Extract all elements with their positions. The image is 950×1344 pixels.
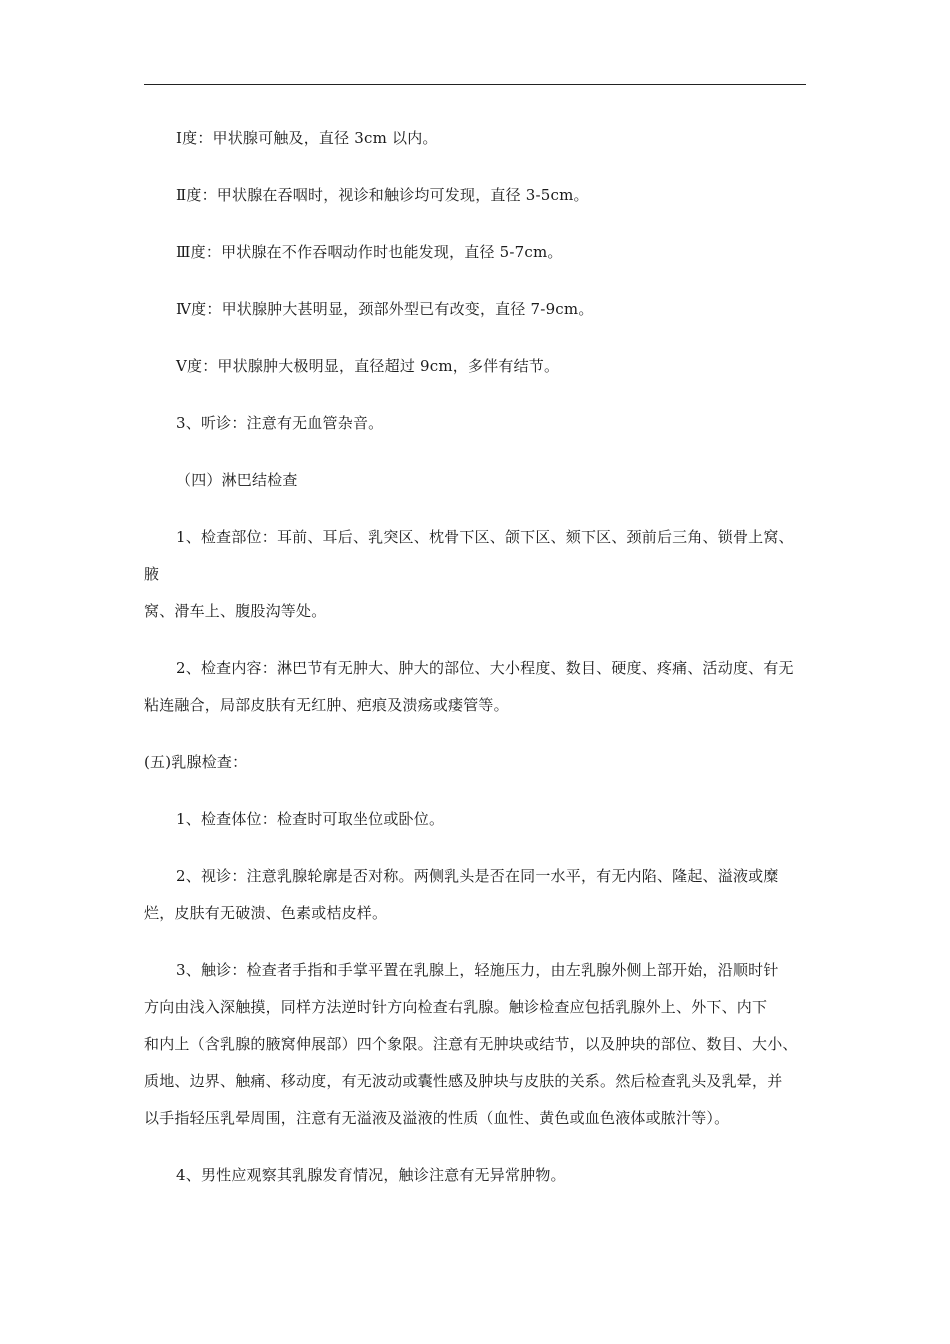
document-body <box>144 120 806 1214</box>
paragraph-grade-2 <box>144 177 806 214</box>
paragraph-grade-3 <box>144 234 806 271</box>
paragraph-line: （四）淋巴结检查 <box>176 471 298 489</box>
section-heading-breast <box>144 744 806 781</box>
paragraph-lymph-content <box>144 650 806 724</box>
paragraph-line: 粘连融合，局部皮肤有无红肿、疤痕及溃疡或瘘管等。 <box>144 696 509 714</box>
header-rule <box>144 84 806 85</box>
paragraph-line: 以手指轻压乳晕周围，注意有无溢液及溢液的性质（血性、黄色或血色液体或脓汁等）。 <box>144 1109 730 1127</box>
paragraph-line: Ⅲ度：甲状腺在不作吞咽动作时也能发现，直径 5-7cm。 <box>176 243 563 261</box>
paragraph-line: 3、听诊：注意有无血管杂音。 <box>176 414 384 432</box>
paragraph-line: 和内上（含乳腺的腋窝伸展部）四个象限。注意有无肿块或结节，以及肿块的部位、数目、大小、 <box>144 1035 798 1053</box>
paragraph-male-breast <box>144 1157 806 1194</box>
paragraph-line: Ⅳ度：甲状腺肿大甚明显，颈部外型已有改变，直径 7-9cm。 <box>176 300 594 318</box>
section-heading-lymph <box>144 462 806 499</box>
paragraph-line: Ⅴ度：甲状腺肿大极明显，直径超过 9cm，多伴有结节。 <box>176 357 560 375</box>
paragraph-line: 1、检查部位：耳前、耳后、乳突区、枕骨下区、颌下区、颏下区、颈前后三角、锁骨上窝、腋 <box>144 528 794 583</box>
paragraph-line: 质地、边界、触痛、移动度，有无波动或囊性感及肿块与皮肤的关系。然后检查乳头及乳晕，并 <box>144 1072 783 1090</box>
paragraph-lymph-sites <box>144 519 806 630</box>
paragraph-grade-1 <box>144 120 806 157</box>
paragraph-line: 方向由浅入深触摸，同样方法逆时针方向检查右乳腺。触诊检查应包括乳腺外上、外下、内下 <box>144 998 768 1016</box>
paragraph-line: 3、触诊：检查者手指和手掌平置在乳腺上，轻施压力，由左乳腺外侧上部开始，沿顺时针 <box>176 961 779 979</box>
paragraph-line: 窝、滑车上、腹股沟等处。 <box>144 602 327 620</box>
paragraph-line: Ⅰ度：甲状腺可触及，直径 3cm 以内。 <box>176 129 438 147</box>
paragraph-line: 烂，皮肤有无破溃、色素或桔皮样。 <box>144 904 388 922</box>
paragraph-line: (五)乳腺检查： <box>144 753 248 771</box>
paragraph-line: 1、检查体位：检查时可取坐位或卧位。 <box>176 810 445 828</box>
paragraph-line: 2、视诊：注意乳腺轮廓是否对称。两侧乳头是否在同一水平，有无内陷、隆起、溢液或糜 <box>176 867 779 885</box>
paragraph-grade-4 <box>144 291 806 328</box>
paragraph-line: Ⅱ度：甲状腺在吞咽时，视诊和触诊均可发现，直径 3-5cm。 <box>176 186 589 204</box>
paragraph-grade-5 <box>144 348 806 385</box>
paragraph-breast-inspection <box>144 858 806 932</box>
paragraph-breast-position <box>144 801 806 838</box>
paragraph-line: 4、男性应观察其乳腺发育情况，触诊注意有无异常肿物。 <box>176 1166 566 1184</box>
paragraph-auscultation <box>144 405 806 442</box>
paragraph-line: 2、检查内容：淋巴节有无肿大、肿大的部位、大小程度、数目、硬度、疼痛、活动度、有无 <box>176 659 794 677</box>
paragraph-breast-palpation <box>144 952 806 1137</box>
